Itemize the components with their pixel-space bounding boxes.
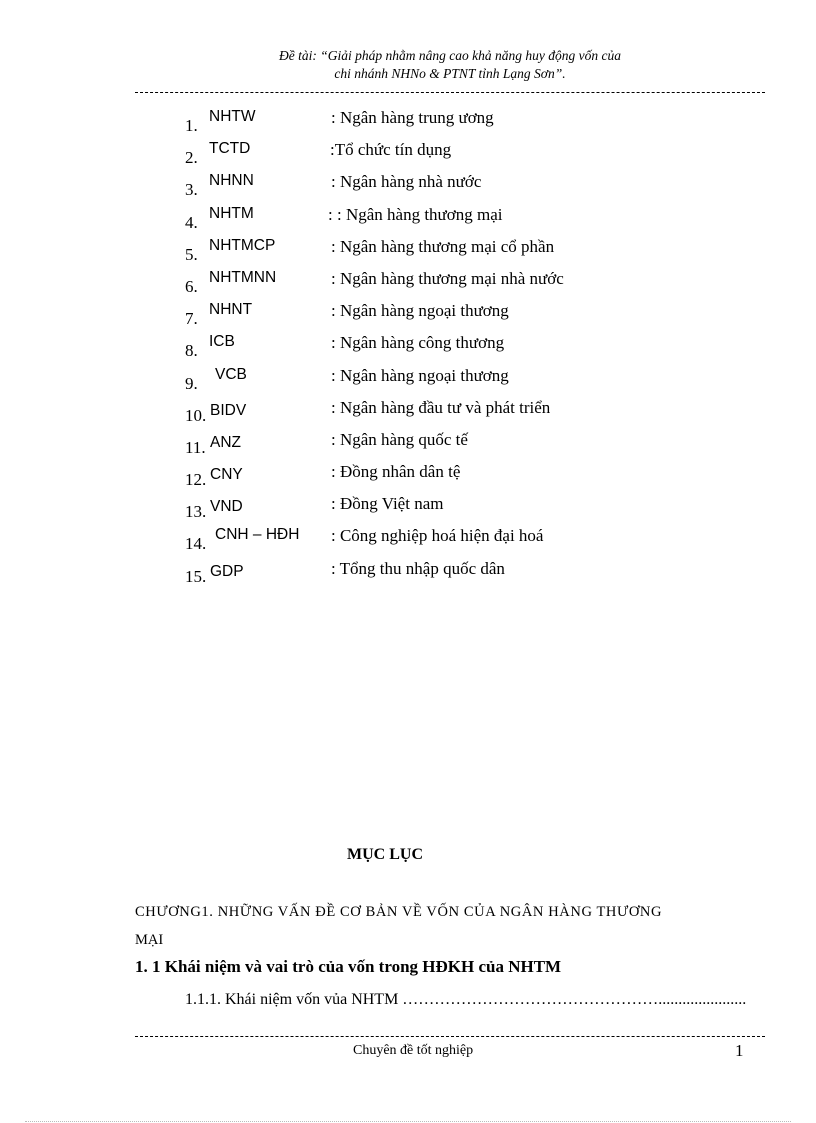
abbreviation-list: [185, 106, 745, 589]
toc-title: MỤC LỤC: [347, 846, 423, 863]
abbreviation-number: 1.: [185, 116, 198, 135]
abbreviation-code: BIDV: [210, 401, 247, 419]
abbreviation-meaning: : Ngân hàng nhà nước: [331, 172, 482, 192]
abbreviation-number: 12.: [185, 470, 207, 490]
abbreviation-meaning: :Tổ chức tín dụng: [330, 140, 452, 160]
abbreviation-row: [185, 396, 745, 428]
abbreviation-meaning: : Ngân hàng đầu tư và phát triển: [331, 397, 551, 417]
abbreviation-meaning: : Ngân hàng trung ương: [331, 108, 494, 127]
toc-chapter-heading[interactable]: [135, 898, 755, 954]
abbreviation-row: [185, 331, 745, 363]
toc-chapter-line-2: MẠI: [135, 932, 164, 948]
abbreviation-row: [185, 138, 745, 170]
abbreviation-number: 4.: [185, 212, 198, 232]
abbreviation-number: 13.: [185, 502, 207, 522]
toc-chapter-line-1: CHƯƠNG1. NHỮNG VẤN ĐỀ CƠ BẢN VỀ VỐN CỦA NGÂN HÀNG THƯƠNG: [135, 904, 663, 920]
abbreviation-code: TCTD: [209, 140, 251, 158]
footer-text: Chuyên đề tốt nghiệp: [353, 1043, 474, 1058]
abbreviation-code: GDP: [210, 562, 244, 580]
abbreviation-meaning: : Ngân hàng ngoại thương: [331, 301, 509, 321]
abbreviation-meaning: : Tổng thu nhập quốc dân: [331, 558, 505, 578]
toc-subsection-entry[interactable]: 1.1.1. Khái niệm vốn vủa NHTM …………………………………………......................: [185, 991, 747, 1008]
footer-divider: [135, 1036, 765, 1037]
page-edge-line: [25, 1121, 791, 1122]
abbreviation-meaning: : Công nghiệp hoá hiện đại hoá: [331, 526, 544, 546]
header-line-2: chi nhánh NHNo & PTNT tỉnh Lạng Sơn”.: [334, 66, 566, 81]
abbreviation-code: NHTW: [209, 108, 256, 125]
abbreviation-code: NHTM: [209, 204, 254, 222]
abbreviation-code: NHNT: [209, 301, 253, 319]
abbreviation-row: [185, 235, 745, 267]
abbreviation-number: 5.: [185, 244, 198, 264]
abbreviation-row: [185, 492, 745, 524]
toc-section-heading[interactable]: 1. 1 Khái niệm và vai trò của vốn trong HĐKH của NHTM: [135, 957, 562, 976]
header-line-1: Đề tài: “Giải pháp nhằm nâng cao khả năng huy động vốn của: [279, 48, 621, 63]
abbreviation-row: [185, 364, 745, 396]
page-header: [135, 47, 765, 83]
abbreviation-meaning: : Đồng nhân dân tệ: [331, 462, 461, 482]
abbreviation-number: 15.: [185, 566, 207, 586]
abbreviation-code: NHTMCP: [209, 236, 276, 254]
abbreviation-meaning: : Ngân hàng ngoại thương: [331, 365, 509, 385]
abbreviation-meaning: : Ngân hàng công thương: [331, 333, 505, 353]
abbreviation-number: 6.: [185, 276, 198, 296]
abbreviation-row: [185, 299, 745, 331]
abbreviation-number: 3.: [185, 180, 198, 200]
abbreviation-row: [185, 460, 745, 492]
abbreviation-meaning: : Ngân hàng thương mại cổ phần: [331, 236, 555, 256]
header-divider: [135, 92, 765, 93]
abbreviation-meaning: : Ngân hàng quốc tế: [331, 429, 468, 449]
abbreviation-code: NHNN: [209, 172, 254, 190]
abbreviation-number: 7.: [185, 309, 198, 329]
abbreviation-number: 8.: [185, 341, 198, 361]
abbreviation-number: 2.: [185, 148, 198, 168]
abbreviation-number: 10.: [185, 405, 207, 425]
abbreviation-code: CNY: [210, 466, 243, 484]
abbreviation-code: NHTMNN: [209, 268, 277, 286]
abbreviation-row: [185, 170, 745, 202]
abbreviation-code: ICB: [209, 333, 235, 351]
page-number: 1: [735, 1041, 744, 1060]
abbreviation-row: [185, 428, 745, 460]
abbreviation-number: 11.: [185, 437, 206, 457]
abbreviation-row: [185, 557, 745, 589]
abbreviation-row: [185, 524, 745, 556]
abbreviation-code: VCB: [215, 365, 247, 383]
abbreviation-number: 9.: [185, 373, 198, 393]
abbreviation-code: CNH – HĐH: [215, 526, 300, 544]
abbreviation-meaning: : Đồng Việt nam: [331, 494, 444, 514]
abbreviation-code: VND: [210, 498, 243, 516]
abbreviation-meaning: : Ngân hàng thương mại nhà nước: [331, 268, 564, 288]
abbreviation-meaning: : : Ngân hàng thương mại: [328, 204, 503, 224]
abbreviation-code: ANZ: [210, 433, 241, 451]
abbreviation-row: [185, 203, 745, 235]
abbreviation-number: 14.: [185, 534, 207, 554]
abbreviation-row: [185, 106, 745, 138]
abbreviation-row: [185, 267, 745, 299]
